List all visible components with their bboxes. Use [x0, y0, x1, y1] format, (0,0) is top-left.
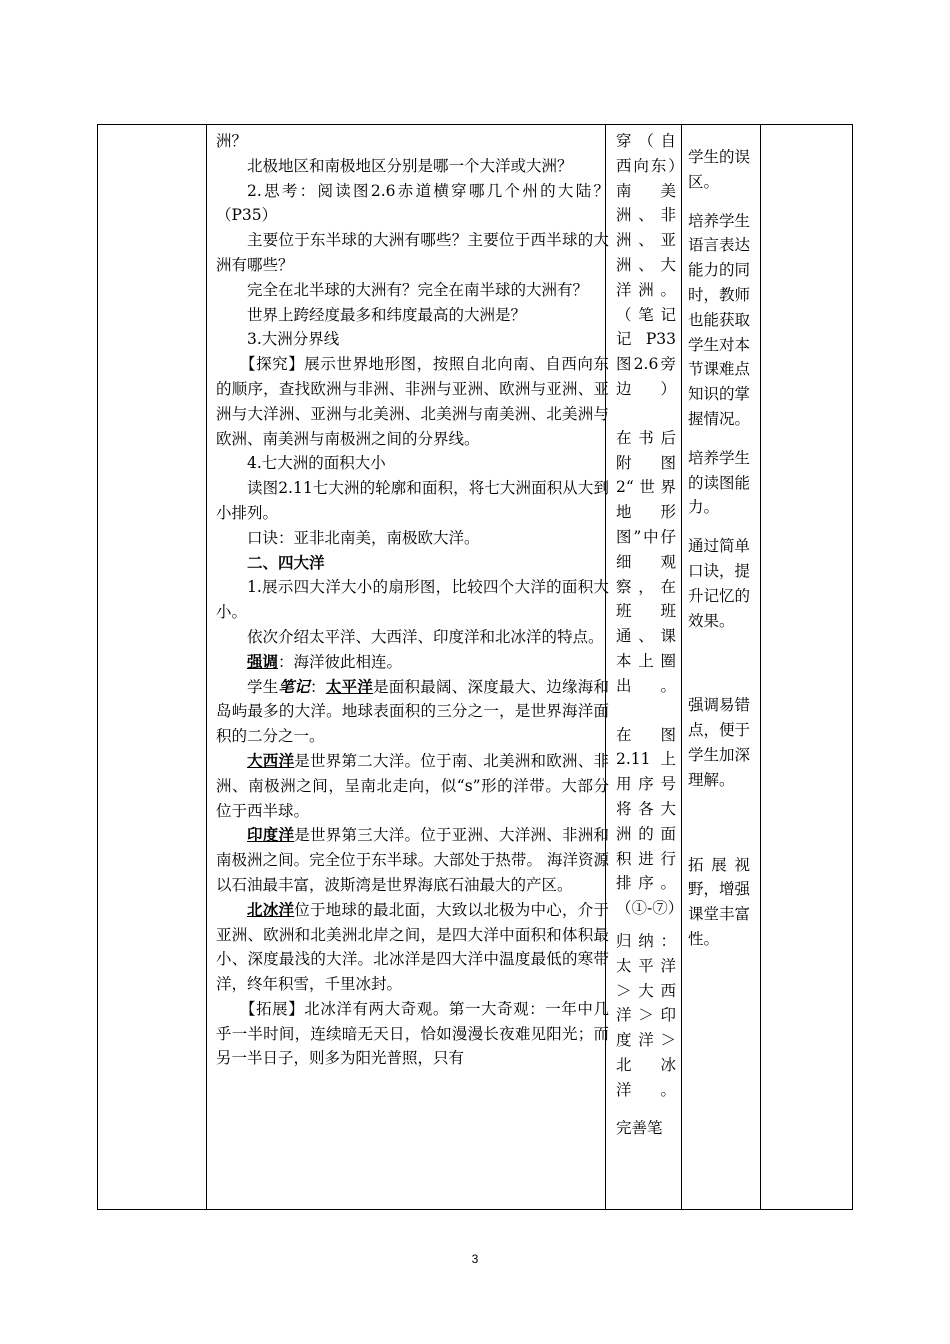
- content-line: 依次介绍太平洋、大西洋、印度洋和北冰洋的特点。: [247, 627, 604, 646]
- content-line: [216, 898, 609, 997]
- content-line: 北极地区和南极地区分别是哪一个大洋或大洲？: [247, 156, 573, 175]
- ocean-name: 太平洋: [325, 676, 373, 696]
- content-line: 4.七大洲的面积大小: [247, 454, 386, 473]
- page-number: 3: [471, 1252, 479, 1266]
- design-intent: 培养学生的读图能力。: [688, 448, 751, 517]
- content-line: 3.大洲分界线: [247, 330, 340, 349]
- content-text: 北冰洋有两大奇观。第一大奇观：一年中几乎一半时间，连续暗无天日，恰如漫漫长夜难见阳光；而另一半日子，则多为阳光普照，只有: [216, 999, 609, 1068]
- content-line: [216, 997, 609, 1071]
- content-text: 是面积最阔、深度最大、边缘海和岛屿最多的大洋。地球表面积的三分之一，是世界海洋面积的二分之一。: [216, 677, 609, 746]
- lesson-table: [97, 124, 853, 1210]
- content-text: 是世界第二大洋。位于南、北美洲和欧洲、非洲、南极洲之间，呈南北走向，似“s”形的洋带。大部分位于西半球。: [216, 751, 609, 820]
- content-text: 展示世界地形图，按照自北向南、自西向东的顺序，查找欧洲与非洲、非洲与亚洲、欧洲与亚洲、亚洲与大洋洲、亚洲与北美洲、北美洲与南美洲、北美洲与欧洲、南美洲与南极洲之间的分界线。: [216, 355, 609, 448]
- student-activity: 在书后附图2“世界地形图”中仔细观察，在班班通、课本上圈出。: [616, 428, 676, 695]
- ocean-name: 印度洋: [247, 825, 295, 845]
- student-activity: 穿（自西向东）南美洲、非洲、亚洲、大洋洲。（笔记记P33图2.6旁边）: [616, 132, 676, 398]
- note-tag: 笔记: [278, 676, 310, 696]
- content-text: 学生: [247, 677, 279, 696]
- content-text: ：: [310, 677, 326, 696]
- teaching-content-cell: [216, 125, 609, 1209]
- design-intent: 强调易错点，便于学生加深理解。: [688, 696, 751, 789]
- ocean-name: 大西洋: [247, 750, 295, 770]
- content-line: 主要位于东半球的大洲有哪些？主要位于西半球的大洲有哪些？: [216, 231, 609, 274]
- content-line: [216, 675, 609, 749]
- content-line: 完全在北半球的大洲有？完全在南半球的大洲有？: [247, 280, 589, 299]
- section-heading: [216, 551, 609, 576]
- section-heading-text: 二、四大洋: [247, 552, 325, 572]
- content-line: 口诀：亚非北南美，南极欧大洋。: [247, 528, 480, 547]
- content-line: [216, 352, 609, 451]
- design-intent: 培养学生语言表达能力的同时，教师也能获取学生对本节课难点知识的掌握情况。: [688, 211, 751, 428]
- explore-tag: 【探究】: [240, 355, 305, 374]
- student-activity: 完善笔: [616, 1119, 663, 1138]
- content-line: [216, 749, 609, 823]
- content-text: 位于地球的最北面，大致以北极为中心，介于亚洲、欧洲和北美洲北岸之间，是四大洋中面积和体积最小、深度最浅的大洋。北冰洋是四大洋中温度最低的寒带洋，终年积雪，千里冰封。: [216, 900, 609, 994]
- design-intent: 通过简单口诀，提升记忆的效果。: [688, 537, 751, 630]
- student-activity-cell: [616, 125, 684, 1209]
- content-line: [216, 650, 609, 675]
- content-text: 是世界第三大洋。位于亚洲、大洋洲、非洲和南极洲之间。完全位于东半球。大部处于热带。 海洋资源以石油最丰富，波斯湾是世界海底石油最大的产区。: [216, 826, 609, 894]
- ocean-name: 北冰洋: [247, 899, 295, 919]
- column-divider: [681, 125, 682, 1209]
- content-line: 洲？: [216, 132, 248, 150]
- content-line: 2.思考：阅读图2.6赤道横穿哪几个州的大陆？（P35）: [216, 181, 609, 225]
- column-divider: [206, 125, 207, 1209]
- content-line: 1.展示四大洋大小的扇形图，比较四个大洋的面积大小。: [216, 578, 609, 622]
- content-line: [216, 823, 609, 897]
- student-activity: 归纳：太平洋＞大西洋＞印度洋＞北冰洋。: [616, 931, 676, 1099]
- content-line: 读图2.11七大洲的轮廓和面积，将七大洲面积从大到小排列。: [216, 479, 609, 522]
- column-divider: [760, 125, 761, 1209]
- design-intent-cell: [688, 125, 750, 1209]
- design-intent: 学生的误区。: [688, 148, 751, 191]
- emphasis-tag: 强调: [247, 651, 279, 671]
- content-line: 世界上跨经度最多和纬度最高的大洲是？: [247, 305, 527, 324]
- design-intent: 拓展视野，增强课堂丰富性。: [688, 855, 751, 948]
- content-text: ：海洋彼此相连。: [278, 652, 403, 671]
- student-activity: 在图2.11上用序号将各大洲的面积进行排序。（①-⑦）: [616, 725, 684, 918]
- expand-tag: 【拓展】: [240, 999, 305, 1018]
